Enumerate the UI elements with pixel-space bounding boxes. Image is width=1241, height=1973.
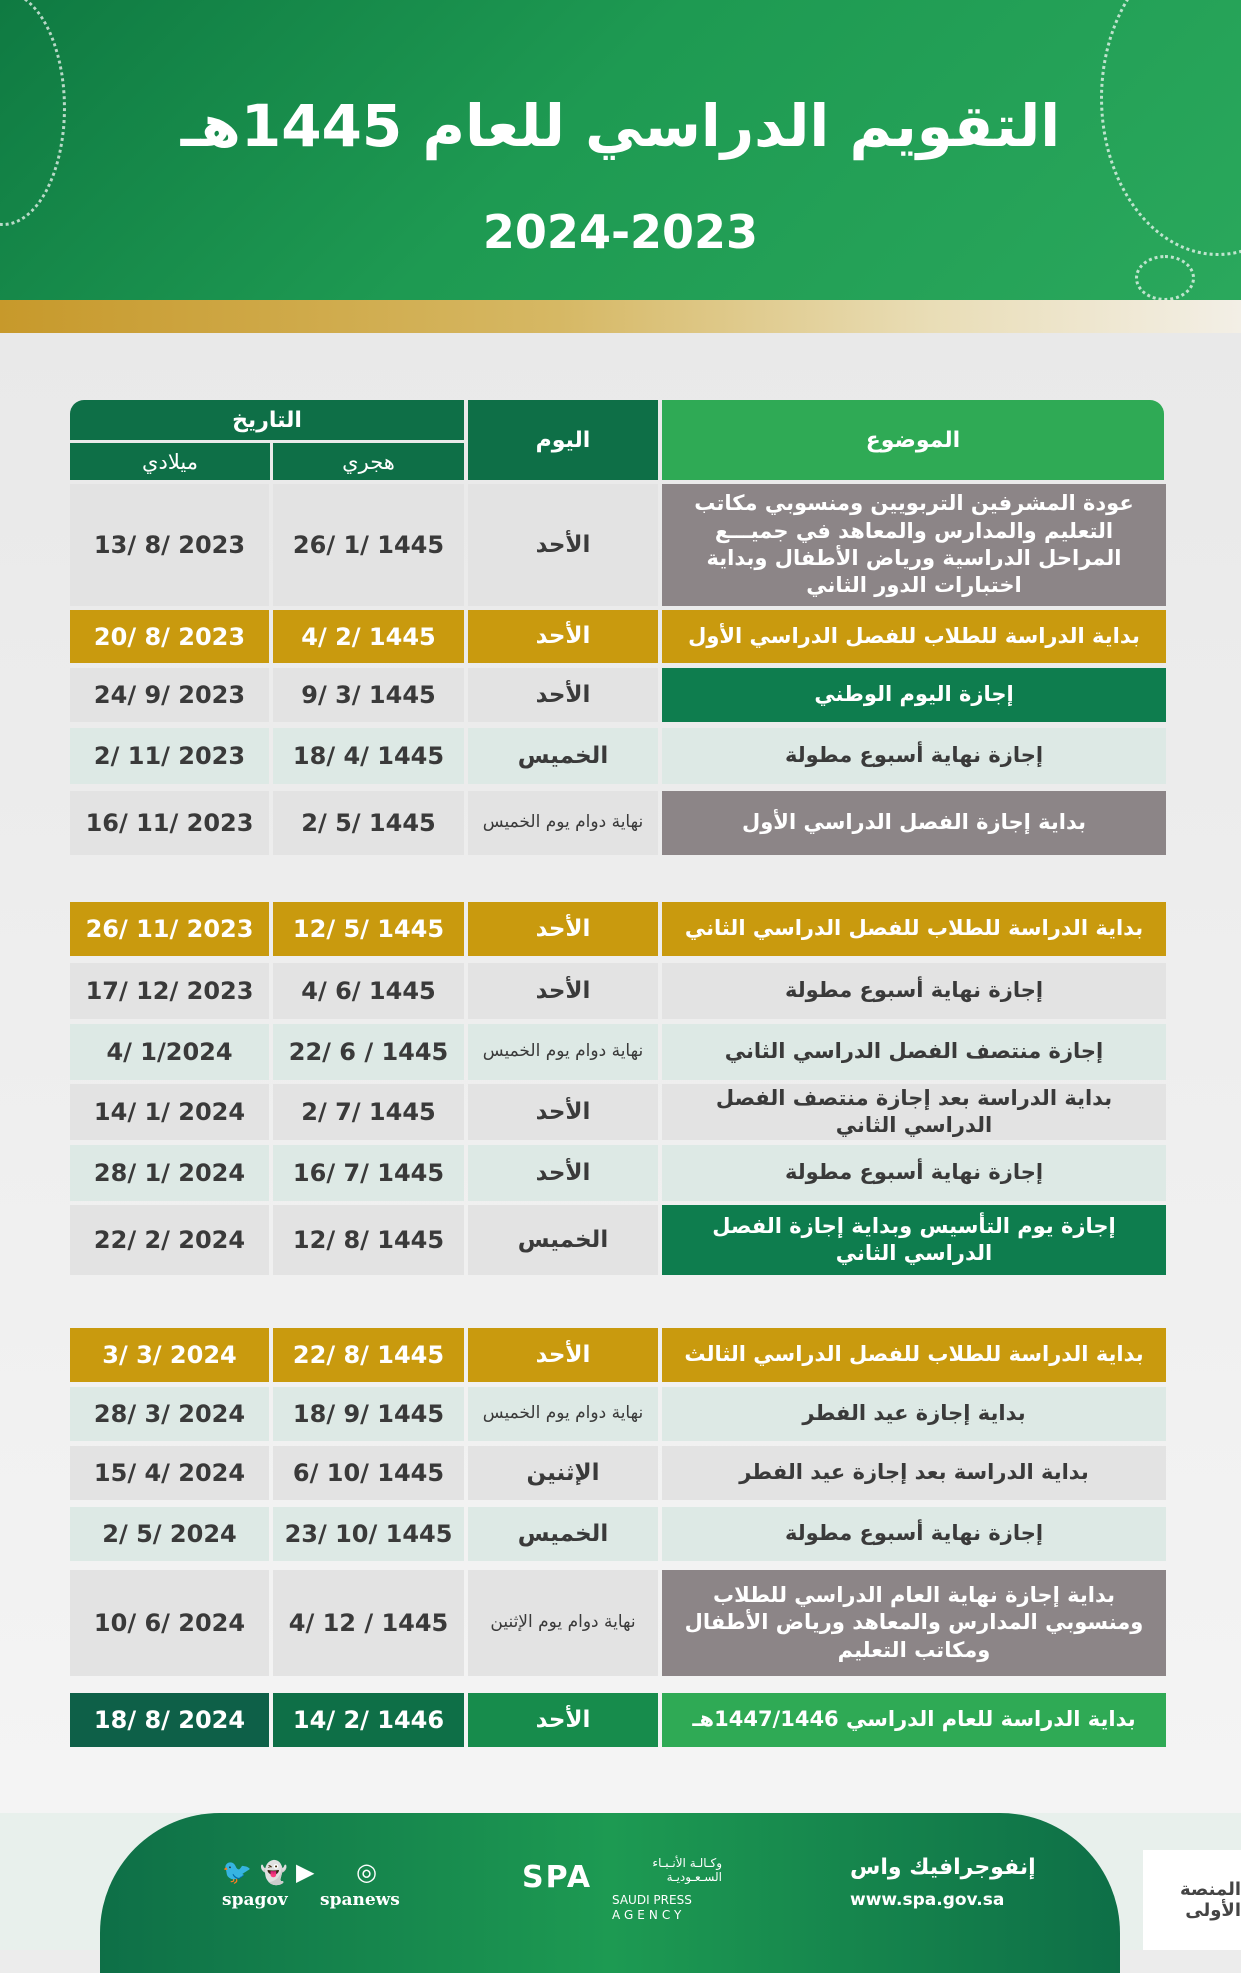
table-row <box>70 902 1166 956</box>
row-day: الإثنين <box>468 1446 658 1500</box>
row-day: الأحد <box>468 1145 658 1201</box>
row-subject: إجازة منتصف الفصل الدراسي الثاني <box>662 1024 1166 1080</box>
row-day: نهاية دوام يوم الإثنين <box>468 1570 658 1676</box>
row-day: نهاية دوام يوم الخميس <box>468 1387 658 1441</box>
social-handle-spagov[interactable]: spagov <box>222 1890 288 1910</box>
table-row <box>70 1507 1166 1561</box>
row-gregorian: 16/ 11/ 2023 <box>70 791 269 855</box>
table-row <box>70 1145 1166 1201</box>
row-day: نهاية دوام يوم الخميس <box>468 1024 658 1080</box>
row-subject: بداية الدراسة للطلاب للفصل الدراسي الأول <box>662 610 1166 663</box>
row-subject: بداية إجازة نهاية العام الدراسي للطلاب ومنسوبي المدارس والمعاهد ورياض الأطفال ومكاتب التعليم <box>662 1570 1166 1676</box>
page-title: التقويم الدراسي للعام 1445هـ <box>180 92 1061 160</box>
social-icons <box>222 1858 314 1886</box>
row-hijri: 12/ 8/ 1445 <box>273 1205 464 1275</box>
row-gregorian: 14/ 1/ 2024 <box>70 1084 269 1140</box>
row-day: الأحد <box>468 484 658 606</box>
row-subject: بداية إجازة عيد الفطر <box>662 1387 1166 1441</box>
row-hijri: 4/ 2/ 1445 <box>273 610 464 663</box>
table-row <box>70 1328 1166 1382</box>
row-gregorian: 2/ 11/ 2023 <box>70 728 269 784</box>
row-gregorian: 2/ 5/ 2024 <box>70 1507 269 1561</box>
row-hijri: 14/ 2/ 1446 <box>273 1693 464 1747</box>
table-row <box>70 1446 1166 1500</box>
row-subject: بداية إجازة الفصل الدراسي الأول <box>662 791 1166 855</box>
row-day: نهاية دوام يوم الخميس <box>468 791 658 855</box>
row-hijri: 16/ 7/ 1445 <box>273 1145 464 1201</box>
header-date: التاريخ <box>70 400 464 440</box>
social-handle-spanews[interactable]: spanews <box>320 1890 400 1910</box>
table-row <box>70 1205 1166 1275</box>
row-subject: بداية الدراسة للطلاب للفصل الدراسي الثاني <box>662 902 1166 956</box>
table-row <box>70 1084 1166 1140</box>
row-hijri: 18/ 4/ 1445 <box>273 728 464 784</box>
row-gregorian: 15/ 4/ 2024 <box>70 1446 269 1500</box>
row-subject: إجازة نهاية أسبوع مطولة <box>662 1145 1166 1201</box>
table-row <box>70 1693 1166 1747</box>
row-subject: إجازة يوم التأسيس وبداية إجازة الفصل الدراسي الثاني <box>662 1205 1166 1275</box>
row-subject: إجازة اليوم الوطني <box>662 668 1166 722</box>
decor-dots <box>1135 255 1195 301</box>
agency-name-ar: وكـالـة الأنـبـاء السـعـوديـة <box>652 1856 722 1884</box>
table-row <box>70 728 1166 784</box>
header-hijri: هجري <box>273 443 464 480</box>
row-hijri: 9/ 3/ 1445 <box>273 668 464 722</box>
row-gregorian: 20/ 8/ 2023 <box>70 610 269 663</box>
header-day: اليوم <box>468 400 658 480</box>
row-gregorian: 3/ 3/ 2024 <box>70 1328 269 1382</box>
row-day: الأحد <box>468 610 658 663</box>
row-hijri: 2/ 7/ 1445 <box>273 1084 464 1140</box>
row-subject: عودة المشرفين التربويين ومنسوبي مكاتب التعليم والمدارس والمعاهد في جميـــع المراحل الدراسية ورياض الأطفال وبداية اختبارات الدور الثاني <box>662 484 1166 606</box>
row-day: الأحد <box>468 1328 658 1382</box>
table-row <box>70 1024 1166 1080</box>
row-subject: بداية الدراسة للعام الدراسي 1447/1446هـ <box>662 1693 1166 1747</box>
row-day: الأحد <box>468 1693 658 1747</box>
row-day: الخميس <box>468 728 658 784</box>
row-day: الخميس <box>468 1507 658 1561</box>
row-hijri: 26/ 1/ 1445 <box>273 484 464 606</box>
table-row <box>70 484 1166 606</box>
row-gregorian: 13/ 8/ 2023 <box>70 484 269 606</box>
row-gregorian: 18/ 8/ 2024 <box>70 1693 269 1747</box>
row-hijri: 2/ 5/ 1445 <box>273 791 464 855</box>
instagram-icon[interactable]: ◎ <box>356 1858 377 1886</box>
agency-name-en-2: AGENCY <box>612 1908 686 1922</box>
table-row <box>70 963 1166 1019</box>
page-subtitle: 2024-2023 <box>482 205 759 259</box>
row-day: الأحد <box>468 902 658 956</box>
youtube-icon[interactable]: ▶ <box>296 1858 315 1886</box>
row-hijri: 22/ 8/ 1445 <box>273 1328 464 1382</box>
spa-logo: SPA <box>522 1860 593 1895</box>
footer-website[interactable]: www.spa.gov.sa <box>850 1890 1005 1910</box>
row-hijri: 6/ 10/ 1445 <box>273 1446 464 1500</box>
table-row <box>70 1387 1166 1441</box>
corner-logo: المنصة الأولى <box>1143 1850 1241 1950</box>
twitter-icon[interactable]: 🐦 <box>222 1858 252 1886</box>
row-hijri: 22/ 6 / 1445 <box>273 1024 464 1080</box>
row-subject: بداية الدراسة بعد إجازة عيد الفطر <box>662 1446 1166 1500</box>
row-hijri: 4/ 12 / 1445 <box>273 1570 464 1676</box>
table-row <box>70 791 1166 855</box>
row-gregorian: 26/ 11/ 2023 <box>70 902 269 956</box>
row-day: الخميس <box>468 1205 658 1275</box>
footer-brand-title: إنفوجرافيك واس <box>850 1855 1036 1880</box>
agency-name-en-1: SAUDI PRESS <box>612 1893 692 1907</box>
row-hijri: 18/ 9/ 1445 <box>273 1387 464 1441</box>
row-gregorian: 24/ 9/ 2023 <box>70 668 269 722</box>
row-gregorian: 4/ 1/2024 <box>70 1024 269 1080</box>
row-day: الأحد <box>468 963 658 1019</box>
table-row <box>70 668 1166 722</box>
row-hijri: 12/ 5/ 1445 <box>273 902 464 956</box>
row-subject: بداية الدراسة للطلاب للفصل الدراسي الثالث <box>662 1328 1166 1382</box>
snapchat-icon[interactable]: 👻 <box>260 1861 288 1886</box>
row-hijri: 23/ 10/ 1445 <box>273 1507 464 1561</box>
table-row <box>70 1570 1166 1676</box>
gold-band <box>0 300 1241 333</box>
row-day: الأحد <box>468 668 658 722</box>
row-subject: إجازة نهاية أسبوع مطولة <box>662 728 1166 784</box>
row-gregorian: 22/ 2/ 2024 <box>70 1205 269 1275</box>
row-gregorian: 28/ 3/ 2024 <box>70 1387 269 1441</box>
row-subject: إجازة نهاية أسبوع مطولة <box>662 1507 1166 1561</box>
row-subject: بداية الدراسة بعد إجازة منتصف الفصل الدراسي الثاني <box>662 1084 1166 1140</box>
header-subject: الموضوع <box>662 400 1164 480</box>
row-day: الأحد <box>468 1084 658 1140</box>
row-gregorian: 17/ 12/ 2023 <box>70 963 269 1019</box>
header-gregorian: ميلادي <box>70 443 270 480</box>
row-gregorian: 28/ 1/ 2024 <box>70 1145 269 1201</box>
row-subject: إجازة نهاية أسبوع مطولة <box>662 963 1166 1019</box>
row-gregorian: 10/ 6/ 2024 <box>70 1570 269 1676</box>
table-row <box>70 610 1166 663</box>
row-hijri: 4/ 6/ 1445 <box>273 963 464 1019</box>
